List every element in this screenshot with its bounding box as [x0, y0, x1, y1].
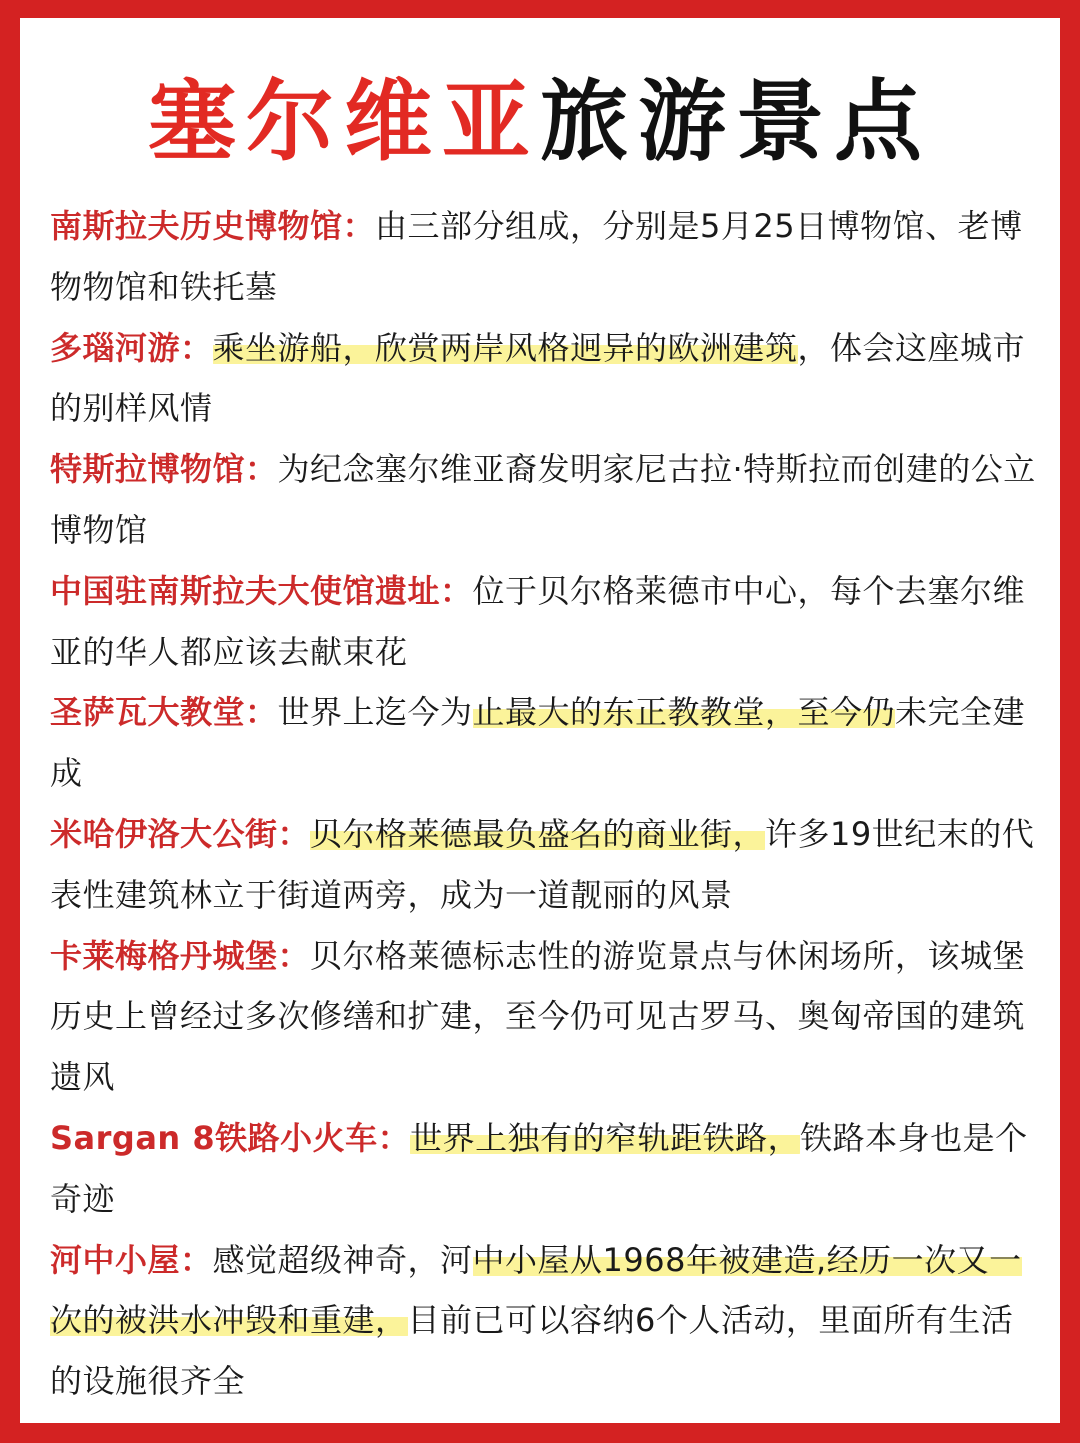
title-red-part: 塞尔维亚	[147, 70, 540, 173]
attraction-entry	[50, 804, 1040, 926]
attraction-text-after: 铁路本身也是个奇迹	[50, 1118, 1028, 1218]
attraction-name: Sargan 8铁路小火车：	[50, 1118, 411, 1157]
attraction-highlight: 中小屋从1968年被建造,经历一次又一次的被洪水冲毁和重建，	[50, 1240, 1022, 1340]
title-black-part: 旅游景点	[540, 70, 933, 173]
attraction-text-after: 许多19世纪末的代表性建筑林立于街道两旁，成为一道靓丽的风景	[50, 814, 1035, 914]
attraction-entry	[50, 1230, 1040, 1412]
attraction-text: 由三部分组成，分别是5月25日博物馆、老博物物馆和铁托墓	[50, 207, 1023, 306]
attraction-entry	[50, 561, 1040, 683]
attraction-entry	[50, 196, 1040, 318]
attraction-name: 卡莱梅格丹城堡：	[50, 936, 311, 975]
attraction-highlight: 世界上独有的窄轨距铁路，	[410, 1118, 801, 1157]
attraction-name: 河中小屋：	[50, 1240, 213, 1279]
attraction-text: 位于贝尔格莱德市中心，每个去塞尔维亚的华人都应该去献束花	[50, 571, 1026, 671]
attraction-list	[50, 196, 1040, 1412]
attraction-name: 特斯拉博物馆：	[50, 450, 278, 489]
attraction-text: 世界上迄今为	[277, 693, 473, 732]
attraction-entry	[50, 318, 1040, 440]
poster-card	[20, 18, 1060, 1423]
attraction-highlight: 贝尔格莱德最负盛名的商业街，	[310, 814, 766, 853]
attraction-entry	[50, 1108, 1040, 1230]
attraction-text: 感觉超级神奇，河	[212, 1240, 473, 1279]
attraction-highlight: 止最大的东正教教堂，至今仍	[472, 693, 896, 732]
attraction-name: 中国驻南斯拉夫大使馆遗址：	[50, 571, 473, 610]
attraction-highlight: 乘坐游船，欣赏两岸风格迥异的欧洲建筑	[212, 328, 798, 367]
attraction-name: 南斯拉夫历史博物馆：	[50, 207, 376, 245]
attraction-name: 米哈伊洛大公街：	[50, 814, 311, 853]
attraction-entry	[50, 439, 1040, 561]
attraction-entry	[50, 926, 1040, 1108]
attraction-text: 为纪念塞尔维亚裔发明家尼古拉·特斯拉而创建的公立博物馆	[50, 450, 1036, 549]
attraction-text: 贝尔格莱德标志性的游览景点与休闲场所，该城堡历史上曾经过多次修缮和扩建，至今仍可见古罗马、奥匈帝国的建筑遗风	[50, 936, 1026, 1097]
attraction-text-after: ，体会这座城市的别样风情	[50, 328, 1026, 428]
attraction-entry	[50, 682, 1040, 804]
attraction-name: 多瑙河游：	[50, 328, 213, 367]
attraction-name: 圣萨瓦大教堂：	[50, 693, 278, 732]
attraction-text-after: 目前已可以容纳6个人活动，里面所有生活的设施很齐全	[50, 1301, 1014, 1401]
attraction-text-after: 未完全建成	[50, 693, 1026, 793]
page-title	[20, 70, 1060, 174]
